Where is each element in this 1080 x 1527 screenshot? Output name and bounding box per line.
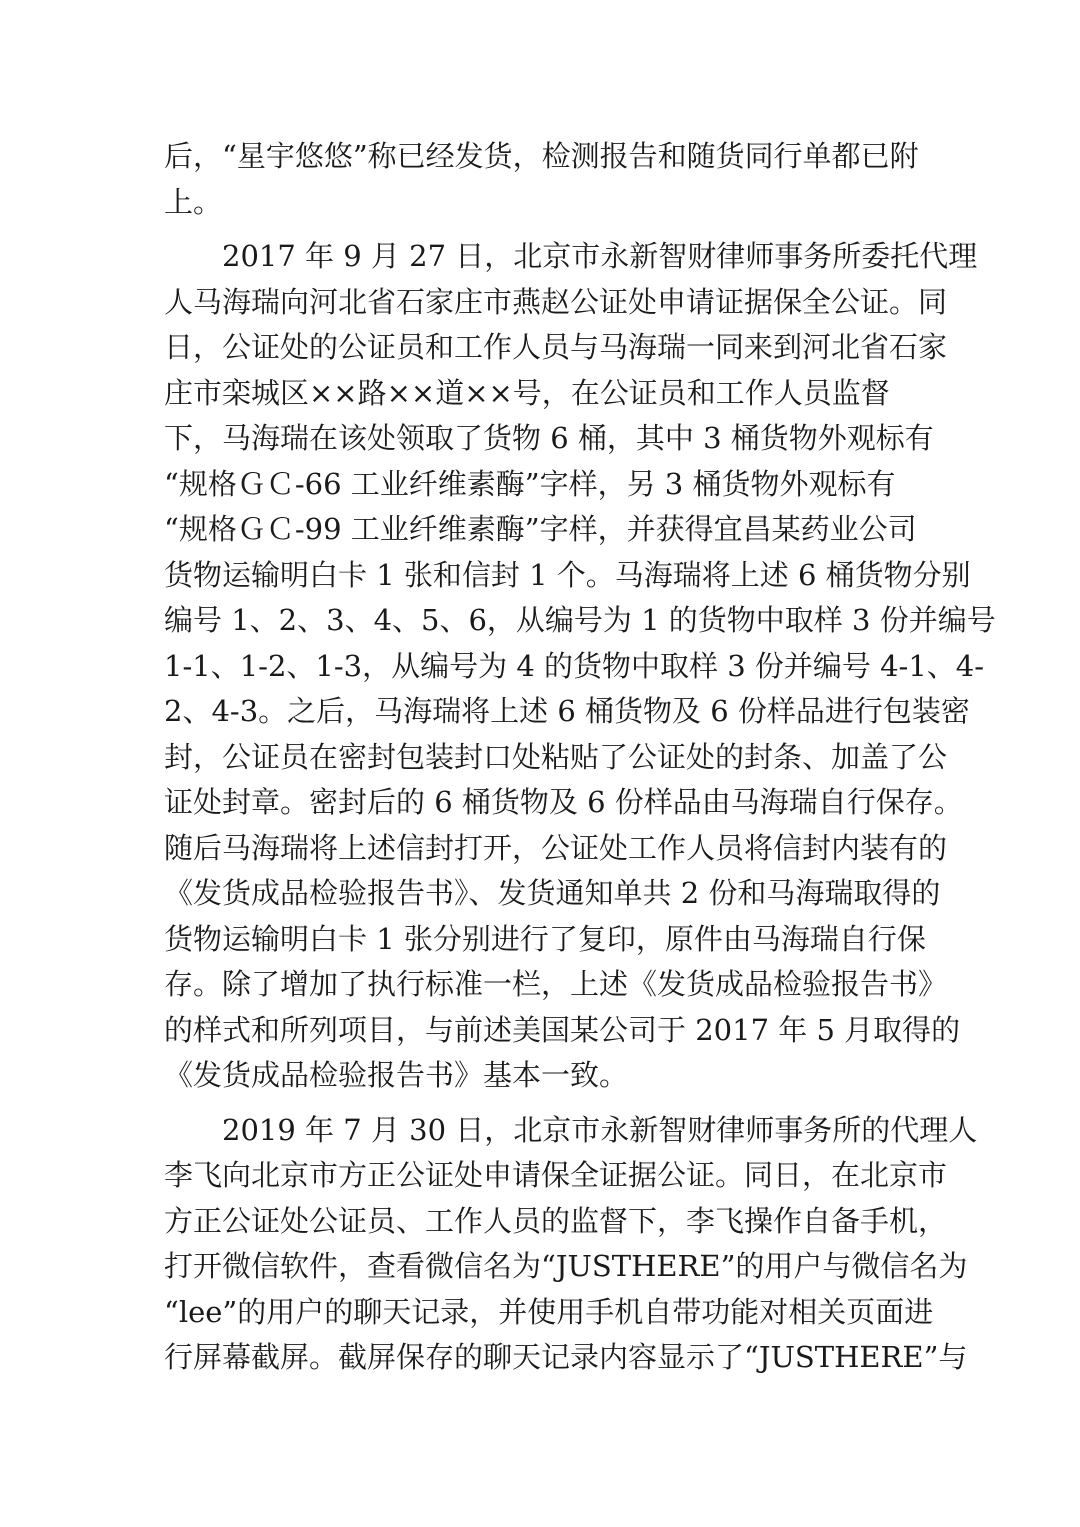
text-line: 证处封章。密封后的 6 桶货物及 6 份样品由马海瑞自行保存。: [164, 785, 963, 819]
text-line: “规格ＧＣ-99 工业纤维素酶”字样，并获得宜昌某药业公司: [164, 512, 917, 546]
text-line: 2017 年 9 月 27 日，北京市永新智财律师事务所委托代理: [164, 239, 978, 273]
text-line: 打开微信软件，查看微信名为“JUSTHERE”的用户与微信名为: [164, 1249, 968, 1283]
text-line: 《发货成品检验报告书》、发货通知单共 2 份和马海瑞取得的: [164, 876, 941, 910]
text-line: 编号 1、2、3、4、5、6，从编号为 1 的货物中取样 3 份并编号: [164, 603, 996, 637]
text-line: 方正公证处公证员、工作人员的监督下，李飞操作自备手机，: [164, 1203, 948, 1238]
text-line: 日，公证处的公证员和工作人员与马海瑞一同来到河北省石家: [164, 330, 948, 364]
text-line: 货物运输明白卡 1 张分别进行了复印，原件由马海瑞自行保: [164, 921, 926, 956]
paragraph: [164, 134, 924, 225]
text-line: “lee”的用户的聊天记录，并使用手机自带功能对相关页面进: [164, 1294, 934, 1329]
text-line: 人马海瑞向河北省石家庄市燕赵公证处申请证据保全公证。同: [164, 284, 948, 319]
text-line: 随后马海瑞将上述信封打开，公证处工作人员将信封内装有的: [164, 830, 948, 865]
text-line: 行屏幕截屏。截屏保存的聊天记录内容显示了“JUSTHERE”与: [164, 1340, 968, 1374]
text-line: 货物运输明白卡 1 张和信封 1 个。马海瑞将上述 6 桶货物分别: [164, 557, 971, 592]
body-text: [164, 134, 996, 1381]
text-line: 1-1、1-2、1-3，从编号为 4 的货物中取样 3 份并编号 4-1、4-: [164, 648, 985, 683]
text-line: 存。除了增加了执行标准一栏，上述《发货成品检验报告书》: [164, 967, 948, 1001]
text-line: 庄市栾城区××路××道××号，在公证员和工作人员监督: [164, 375, 890, 410]
text-line: “规格ＧＣ-66 工业纤维素酶”字样，另 3 桶货物外观标有: [164, 466, 896, 501]
text-line: 上。: [164, 184, 223, 219]
text-line: 的样式和所列项目，与前述美国某公司于 2017 年 5 月取得的: [164, 1012, 961, 1047]
text-line: 封，公证员在密封包装封口处粘贴了公证处的封条、加盖了公: [164, 739, 948, 774]
text-line: 下，马海瑞在该处领取了货物 6 桶，其中 3 桶货物外观标有: [164, 421, 934, 455]
text-line: 李飞向北京市方正公证处申请保全证据公证。同日，在北京市: [164, 1158, 948, 1192]
text-line: 后，“星宇悠悠”称已经发货，检测报告和随货同行单都已附: [164, 139, 919, 173]
paragraph: [164, 1108, 978, 1381]
paragraph: [164, 234, 996, 1099]
text-line: 《发货成品检验报告书》基本一致。: [164, 1058, 629, 1092]
text-line: 2019 年 7 月 30 日，北京市永新智财律师事务所的代理人: [164, 1112, 978, 1147]
text-line: 2、4-3。之后，马海瑞将上述 6 桶货物及 6 份样品进行包装密: [164, 694, 970, 728]
